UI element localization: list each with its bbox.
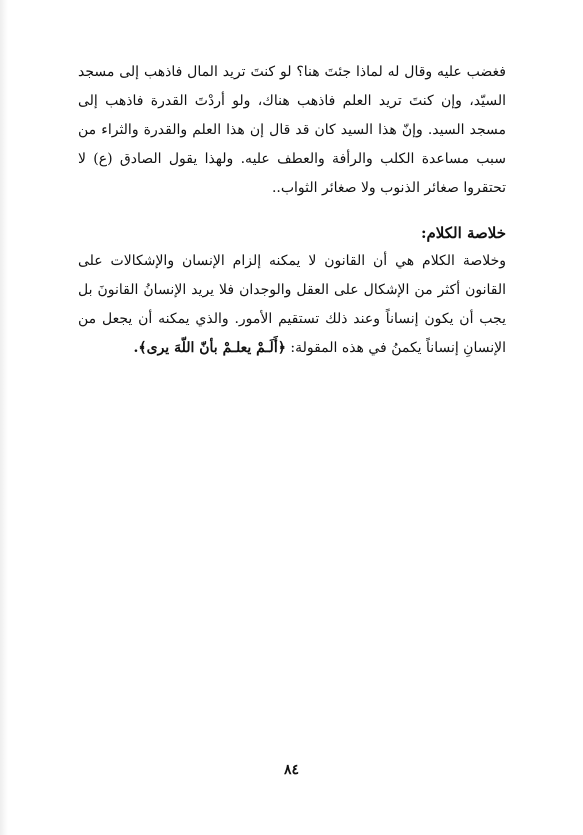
paragraph-2-text: وخلاصة الكلام هي أن القانون لا يمكنه إلزام الإنسان والإشكالات على القانون أكثر من الإشكال على العقل والوجدان فلا يريد الإنسانُ القانونَ بل يجب أن يكون إنساناً وعند ذلك تستقيم الأمور. والذي يمكنه أن يجعل من الإنسانِ إنساناً يكمنُ في هذه المقولة: xyxy=(78,253,506,356)
section-heading: خلاصة الكلام: xyxy=(420,224,506,242)
paragraph-1: فغضب عليه وقال له لماذا جئتَ هنا؟ لو كنتَ تريد المال فاذهب إلى مسجد السيّد، وإن كنتَ تريد العلم فاذهب هناك، ولو أردْتَ القدرة فاذهب إلى مسجد السيد. وإنّ هذا السيد كان قد قال إن هذا العلم والقدرة والثراء من سبب مساعدة الكلب والرأفة والعطف عليه. ولهذا يقول الصادق (ع) لا تحتقروا صغائر الذنوب ولا صغائر الثواب.. xyxy=(78,64,506,196)
page-edge-shadow xyxy=(0,0,8,835)
quranic-quote: ﴿أَلَـمْ يعلـمْ بأنّ اللّهَ يرى﴾. xyxy=(133,340,286,356)
paragraph-2 xyxy=(78,247,506,363)
page-body xyxy=(78,58,506,363)
page-number: ٨٤ xyxy=(283,762,300,778)
